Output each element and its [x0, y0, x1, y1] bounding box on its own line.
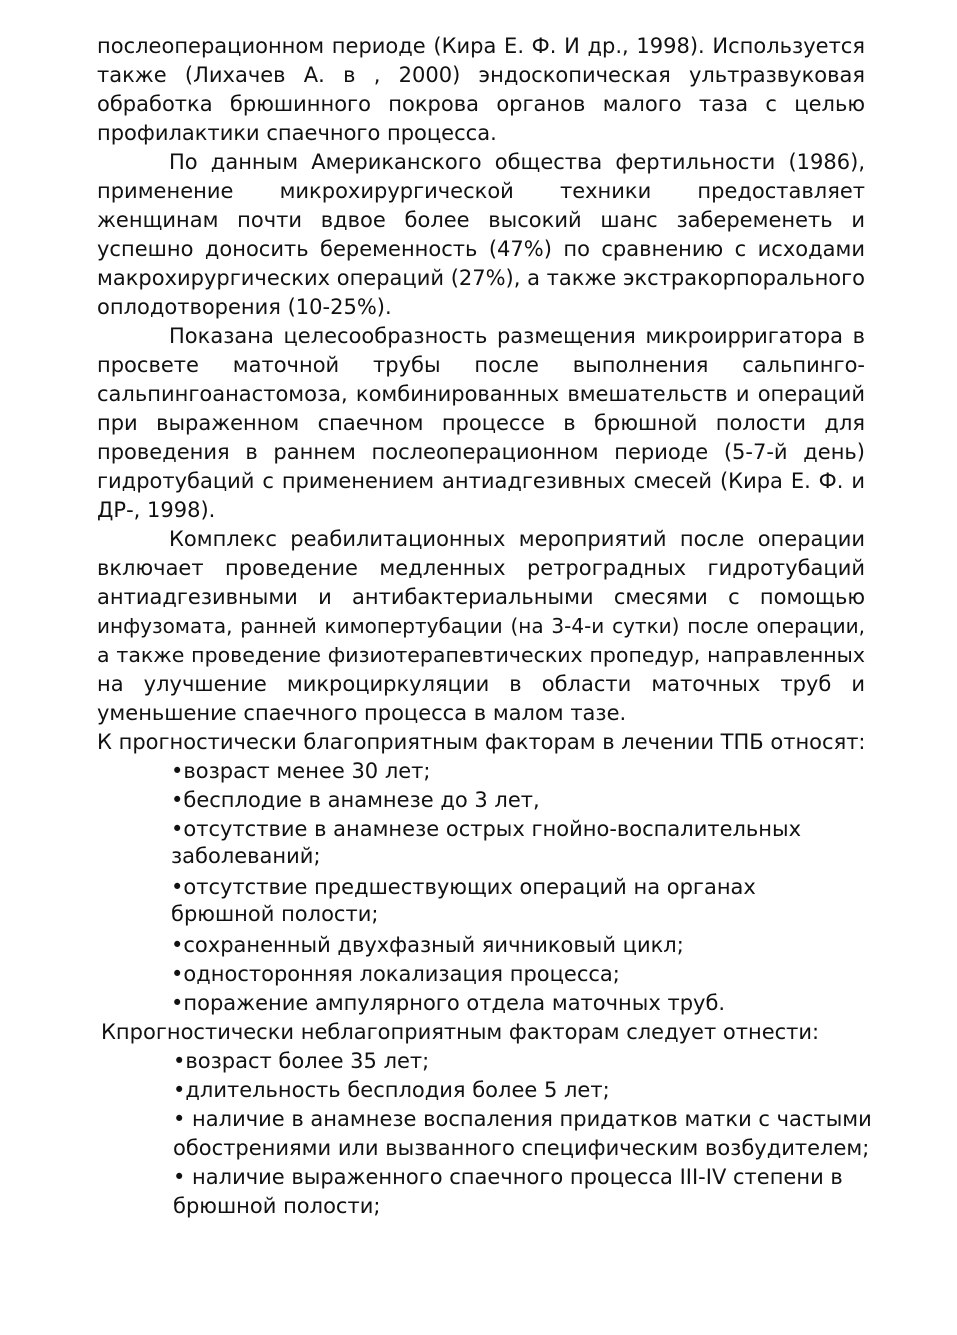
favorable-item-7: •поражение ампулярного отдела маточных труб.: [171, 991, 726, 1015]
paragraph-4-line-5: а также проведение физиотерапевтических пропедур, направленных: [97, 643, 865, 667]
favorable-item-6: •односторонняя локализация процесса;: [171, 962, 620, 986]
paragraph-4-line-7: уменьшение спаечного процесса в малом тазе.: [97, 701, 627, 725]
paragraph-3-line-3: сальпингоанастомоза, комбинированных вмешательств и операций: [97, 382, 865, 406]
unfavorable-item-1: •возраст более 35 лет;: [173, 1049, 430, 1073]
paragraph-2-line-2: применение микрохирургической техники предоставляет: [97, 179, 865, 203]
favorable-item-3-continuation: заболеваний;: [171, 844, 321, 868]
paragraph-4-line-2: включает проведение медленных ретроградных гидротубаций: [97, 556, 865, 580]
paragraph-3-line-5: проведения в раннем послеоперационном периоде (5-7-й день): [97, 440, 865, 464]
favorable-item-3: •отсутствие в анамнезе острых гнойно-воспалительных: [171, 817, 802, 841]
paragraph-1-line-4: профилактики спаечного процесса.: [97, 121, 497, 145]
favorable-item-2: •бесплодие в анамнезе до 3 лет,: [171, 788, 540, 812]
unfavorable-item-2: •длительность бесплодия более 5 лет;: [173, 1078, 610, 1102]
favorable-item-1: •возраст менее 30 лет;: [171, 759, 431, 783]
paragraph-1-line-1: послеоперационном периоде (Кира Е. Ф. И др., 1998). Используется: [97, 34, 865, 58]
unfavorable-item-3-continuation: обострениями или вызванного специфическим возбудителем;: [173, 1136, 870, 1160]
paragraph-3-line-2: просвете маточной трубы после выполнения сальпинго-: [97, 353, 865, 377]
unfavorable-item-3: • наличие в анамнезе воспаления придатков матки с частыми: [173, 1107, 872, 1131]
paragraph-4-line-6: на улучшение микроциркуляции в области маточных труб и: [97, 672, 865, 696]
paragraph-3-line-7: ДР-, 1998).: [97, 498, 216, 522]
paragraph-2-line-1: По данным Американского общества фертильности (1986),: [169, 150, 865, 174]
paragraph-2-line-6: оплодотворения (10-25%).: [97, 295, 392, 319]
favorable-item-4: •отсутствие предшествующих операций на органах: [171, 875, 756, 899]
favorable-factors-heading: К прогностически благоприятным факторам в лечении ТПБ относят:: [97, 730, 866, 754]
favorable-item-5: •сохраненный двухфазный яичниковый цикл;: [171, 933, 684, 957]
paragraph-3-line-4: при выраженном спаечном процессе в брюшной полости для: [97, 411, 865, 435]
unfavorable-factors-heading: Кпрогностически неблагоприятным факторам следует отнести:: [101, 1020, 820, 1044]
unfavorable-item-4: • наличие выраженного спаечного процесса III-IV степени в: [173, 1165, 843, 1189]
paragraph-2-line-3: женщинам почти вдвое более высокий шанс забеременеть и: [97, 208, 865, 232]
paragraph-3-line-1: Показана целесообразность размещения микроирригатора в: [169, 324, 865, 348]
paragraph-2-line-4: успешно доносить беременность (47%) по сравнению с исходами: [97, 237, 865, 261]
paragraph-4-line-4: инфузомата, ранней кимопертубации (на 3-4-и сутки) после операции,: [97, 614, 865, 638]
favorable-item-4-continuation: брюшной полости;: [171, 902, 379, 926]
paragraph-2-line-5: макрохирургических операций (27%), а также экстракорпорального: [97, 266, 866, 290]
unfavorable-item-4-continuation: брюшной полости;: [173, 1194, 381, 1218]
paragraph-4-line-3: антиадгезивными и антибактериальными смесями с помощью: [97, 585, 865, 609]
paragraph-4-line-1: Комплекс реабилитационных мероприятий после операции: [169, 527, 865, 551]
paragraph-3-line-6: гидротубаций с применением антиадгезивных смесей (Кира Е. Ф. и: [97, 469, 865, 493]
paragraph-1-line-2: также (Лихачев А. в , 2000) эндоскопическая ультразвуковая: [97, 63, 865, 87]
paragraph-1-line-3: обработка брюшинного покрова органов малого таза с целью: [97, 92, 865, 116]
